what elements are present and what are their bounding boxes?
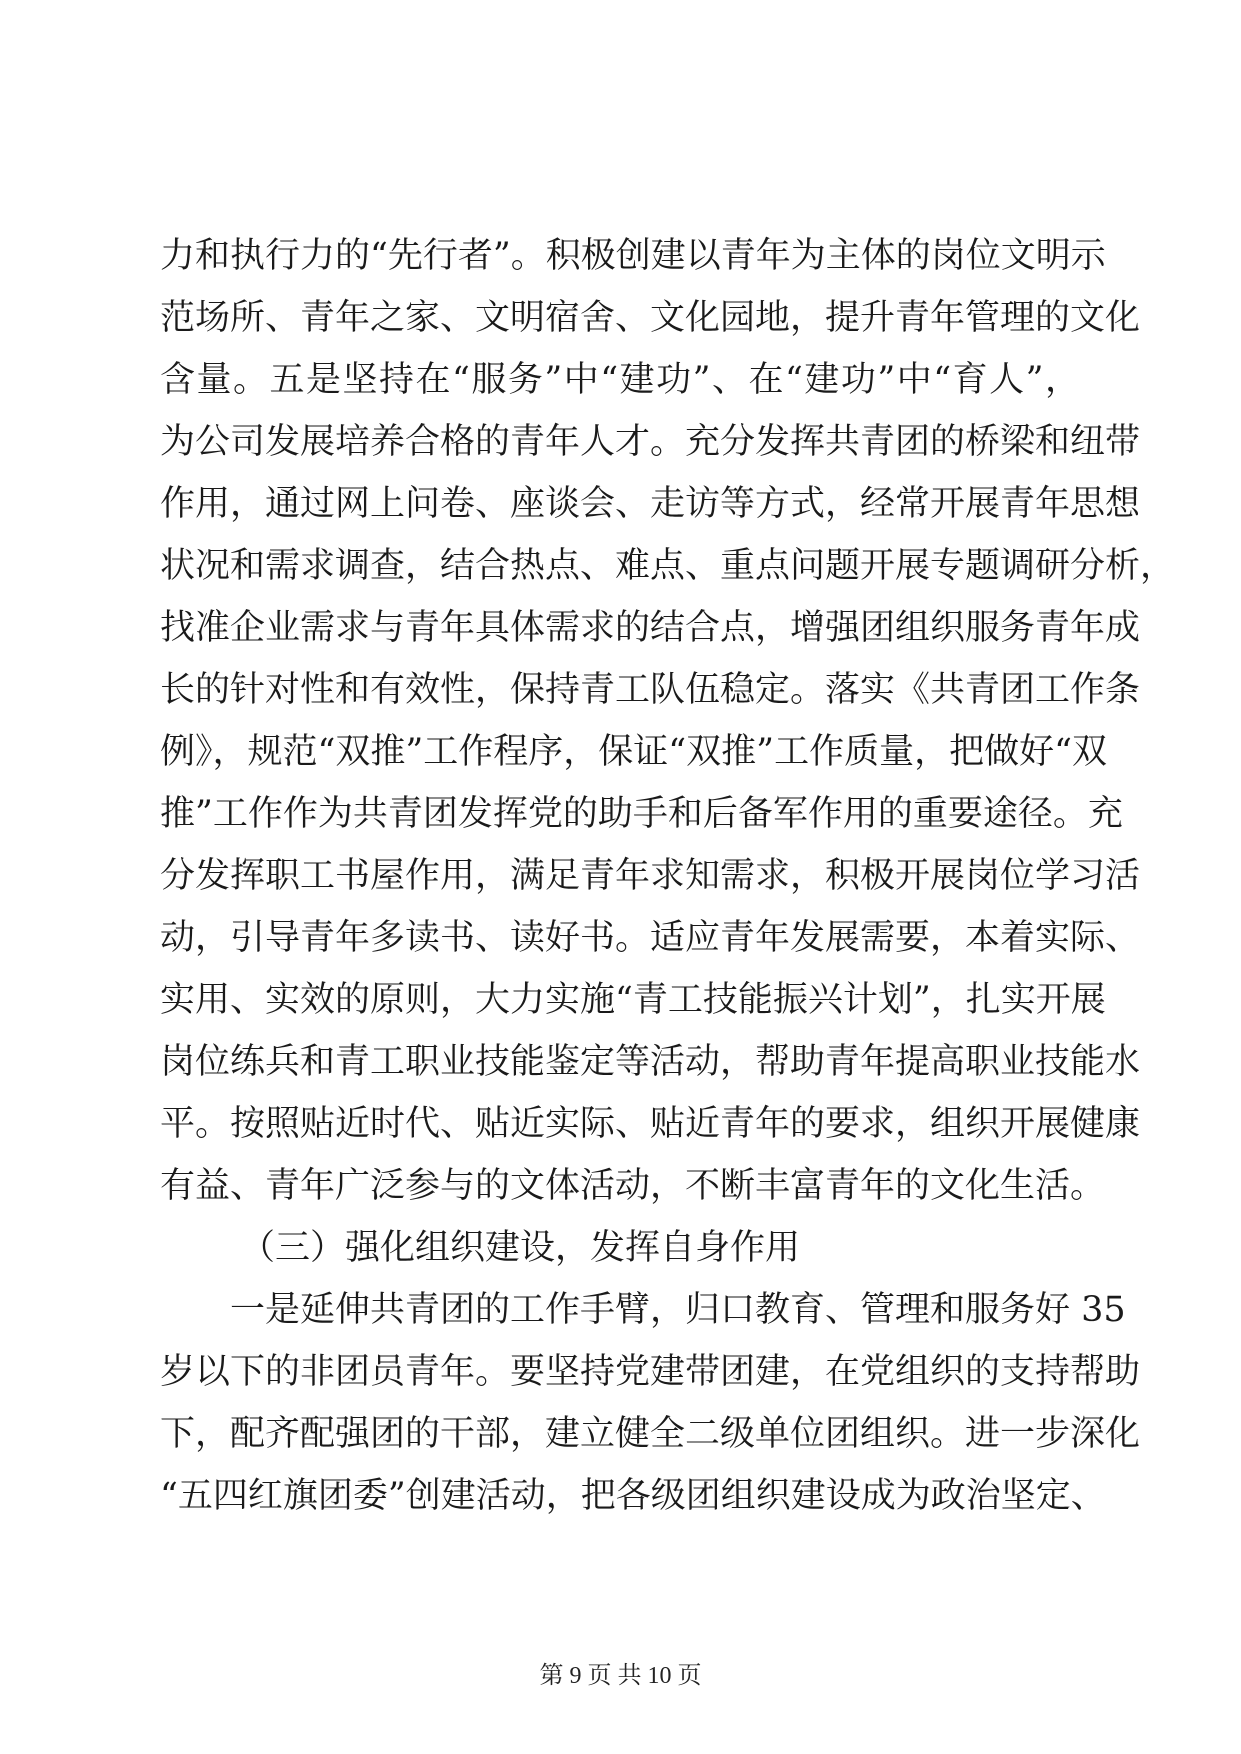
text-line: 岁以下的非团员青年。要坚持党建带团建，在党组织的支持帮助 <box>160 1352 1141 1392</box>
text-line: 范场所、青年之家、文明宿舍、文化园地，提升青年管理的文化 <box>160 298 1141 338</box>
document-body <box>160 225 1176 1527</box>
text-line: 分发挥职工书屋作用，满足青年求知需求，积极开展岗位学习活 <box>160 856 1141 896</box>
text-line: 推”工作作为共青团发挥党的助手和后备军作用的重要途径。充 <box>160 794 1123 834</box>
text-line: 平。按照贴近时代、贴近实际、贴近青年的要求，组织开展健康 <box>160 1104 1141 1144</box>
text-line: 作用，通过网上问卷、座谈会、走访等方式，经常开展青年思想 <box>160 484 1141 524</box>
text-line: 动，引导青年多读书、读好书。适应青年发展需要，本着实际、 <box>160 918 1141 958</box>
text-line: 有益、青年广泛参与的文体活动，不断丰富青年的文化生活。 <box>160 1166 1106 1206</box>
text-line: 含量。五是坚持在“服务”中“建功”、在“建功”中“育人”， <box>160 360 1080 400</box>
text-line: 状况和需求调查，结合热点、难点、重点问题开展专题调研分析， <box>160 546 1176 586</box>
text-line: 找准企业需求与青年具体需求的结合点，增强团组织服务青年成 <box>160 608 1141 648</box>
page-footer: 第 9 页 共 10 页 <box>539 1663 702 1689</box>
text-line: 长的针对性和有效性，保持青工队伍稳定。落实《共青团工作条 <box>160 670 1141 710</box>
text-line: “五四红旗团委”创建活动，把各级团组织建设成为政治坚定、 <box>160 1476 1106 1516</box>
section-heading: （三）强化组织建设，发挥自身作用 <box>240 1228 801 1268</box>
text-line: 力和执行力的“先行者”。积极创建以青年为主体的岗位文明示 <box>160 236 1106 276</box>
text-line: 实用、实效的原则，大力实施“青工技能振兴计划”，扎实开展 <box>160 980 1106 1020</box>
text-line: 下，配齐配强团的干部，建立健全二级单位团组织。进一步深化 <box>160 1414 1141 1454</box>
text-line: 例》，规范“双推”工作程序，保证“双推”工作质量，把做好“双 <box>160 732 1107 772</box>
text-line: 岗位练兵和青工职业技能鉴定等活动，帮助青年提高职业技能水 <box>160 1042 1141 1082</box>
text-line: 为公司发展培养合格的青年人才。充分发挥共青团的桥梁和纽带 <box>160 422 1141 462</box>
text-line: 一是延伸共青团的工作手臂，归口教育、管理和服务好 35 <box>230 1290 1126 1330</box>
